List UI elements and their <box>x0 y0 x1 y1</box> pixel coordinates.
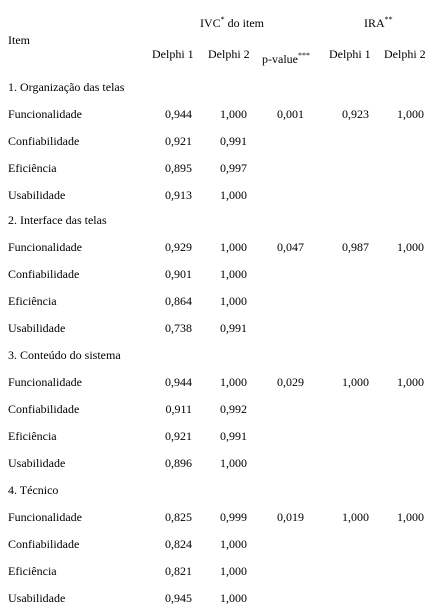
header-ira-delphi2: Delphi 2 <box>384 47 426 61</box>
ira-delphi1-value: 0,923 <box>342 107 369 121</box>
table-row <box>0 402 440 422</box>
ivc-delphi2-value: 1,000 <box>220 107 247 121</box>
ivc-delphi2-value: 0,991 <box>220 429 247 443</box>
table-row <box>0 188 440 208</box>
ivc-delphi2-value: 1,000 <box>220 188 247 202</box>
section-title: 2. Interface das telas <box>8 213 107 227</box>
ivc-delphi1-value: 0,821 <box>165 564 192 578</box>
row-label: Eficiência <box>8 564 57 578</box>
header-ivc-mark: * <box>220 15 225 24</box>
ivc-delphi1-value: 0,825 <box>165 510 192 524</box>
table-row <box>0 294 440 314</box>
row-label: Funcionalidade <box>8 240 82 254</box>
ivc-delphi1-value: 0,929 <box>165 240 192 254</box>
ivc-delphi2-value: 1,000 <box>220 456 247 470</box>
ivc-delphi1-value: 0,944 <box>165 375 192 389</box>
ivc-delphi1-value: 0,738 <box>165 321 192 335</box>
section-title: 1. Organização das telas <box>8 80 125 94</box>
table-row <box>0 161 440 181</box>
row-label: Usabilidade <box>8 456 66 470</box>
header-ivc-suffix: do item <box>224 16 264 30</box>
row-label: Confiabilidade <box>8 537 80 551</box>
table-row <box>0 267 440 287</box>
ivc-delphi1-value: 0,921 <box>165 134 192 148</box>
table-row <box>0 591 440 611</box>
ivc-delphi2-value: 1,000 <box>220 375 247 389</box>
table-row <box>0 321 440 341</box>
ivc-delphi2-value: 1,000 <box>220 240 247 254</box>
header-ivc-delphi1: Delphi 1 <box>152 47 194 61</box>
header-ivc-label: IVC <box>200 16 221 30</box>
row-label: Usabilidade <box>8 321 66 335</box>
ivc-delphi2-value: 0,999 <box>220 510 247 524</box>
row-label: Usabilidade <box>8 188 66 202</box>
header-pvalue-mark: *** <box>297 51 310 60</box>
row-label: Funcionalidade <box>8 375 82 389</box>
ivc-delphi1-value: 0,864 <box>165 294 192 308</box>
row-label: Usabilidade <box>8 591 66 605</box>
table-row <box>0 107 440 127</box>
row-label: Confiabilidade <box>8 267 80 281</box>
ivc-delphi1-value: 0,944 <box>165 107 192 121</box>
header-pvalue-label: p-value <box>262 52 298 66</box>
ira-delphi2-value: 1,000 <box>397 107 424 121</box>
header-ira-mark: ** <box>384 15 393 24</box>
table-row <box>0 134 440 154</box>
table-row <box>0 375 440 395</box>
header-ivc <box>200 16 264 30</box>
row-label: Eficiência <box>8 161 57 175</box>
ivc-delphi2-value: 1,000 <box>220 564 247 578</box>
header-ivc-delphi2: Delphi 2 <box>208 47 250 61</box>
ivc-delphi1-value: 0,921 <box>165 429 192 443</box>
pvalue-value: 0,029 <box>277 375 304 389</box>
ivc-delphi1-value: 0,896 <box>165 456 192 470</box>
ivc-delphi1-value: 0,824 <box>165 537 192 551</box>
ira-delphi2-value: 1,000 <box>397 510 424 524</box>
table-row <box>0 429 440 449</box>
header-item: Item <box>8 33 30 47</box>
ira-delphi1-value: 1,000 <box>342 375 369 389</box>
ivc-delphi1-value: 0,913 <box>165 188 192 202</box>
ivc-delphi2-value: 0,991 <box>220 134 247 148</box>
ivc-delphi1-value: 0,945 <box>165 591 192 605</box>
ira-delphi1-value: 0,987 <box>342 240 369 254</box>
row-label: Confiabilidade <box>8 134 80 148</box>
pvalue-value: 0,019 <box>277 510 304 524</box>
row-label: Confiabilidade <box>8 402 80 416</box>
row-label: Funcionalidade <box>8 510 82 524</box>
ivc-delphi2-value: 0,992 <box>220 402 247 416</box>
table-row <box>0 564 440 584</box>
pvalue-value: 0,047 <box>277 240 304 254</box>
ira-delphi2-value: 1,000 <box>397 375 424 389</box>
ivc-delphi1-value: 0,901 <box>165 267 192 281</box>
ivc-delphi2-value: 0,991 <box>220 321 247 335</box>
section-title: 4. Técnico <box>8 483 59 497</box>
ivc-delphi2-value: 1,000 <box>220 591 247 605</box>
row-label: Eficiência <box>8 429 57 443</box>
ivc-delphi2-value: 1,000 <box>220 294 247 308</box>
ivc-delphi2-value: 0,997 <box>220 161 247 175</box>
header-pvalue <box>262 52 310 66</box>
header-ira-label: IRA <box>364 16 385 30</box>
header-ira <box>364 16 393 30</box>
ira-delphi1-value: 1,000 <box>342 510 369 524</box>
ivc-delphi1-value: 0,895 <box>165 161 192 175</box>
row-label: Funcionalidade <box>8 107 82 121</box>
row-label: Eficiência <box>8 294 57 308</box>
header-ira-delphi1: Delphi 1 <box>329 47 371 61</box>
table-row <box>0 510 440 530</box>
ivc-delphi2-value: 1,000 <box>220 267 247 281</box>
pvalue-value: 0,001 <box>277 107 304 121</box>
table-row <box>0 456 440 476</box>
table-row <box>0 240 440 260</box>
ivc-delphi2-value: 1,000 <box>220 537 247 551</box>
ira-delphi2-value: 1,000 <box>397 240 424 254</box>
section-title: 3. Conteúdo do sistema <box>8 348 121 362</box>
ivc-delphi1-value: 0,911 <box>165 402 192 416</box>
table-row <box>0 537 440 557</box>
